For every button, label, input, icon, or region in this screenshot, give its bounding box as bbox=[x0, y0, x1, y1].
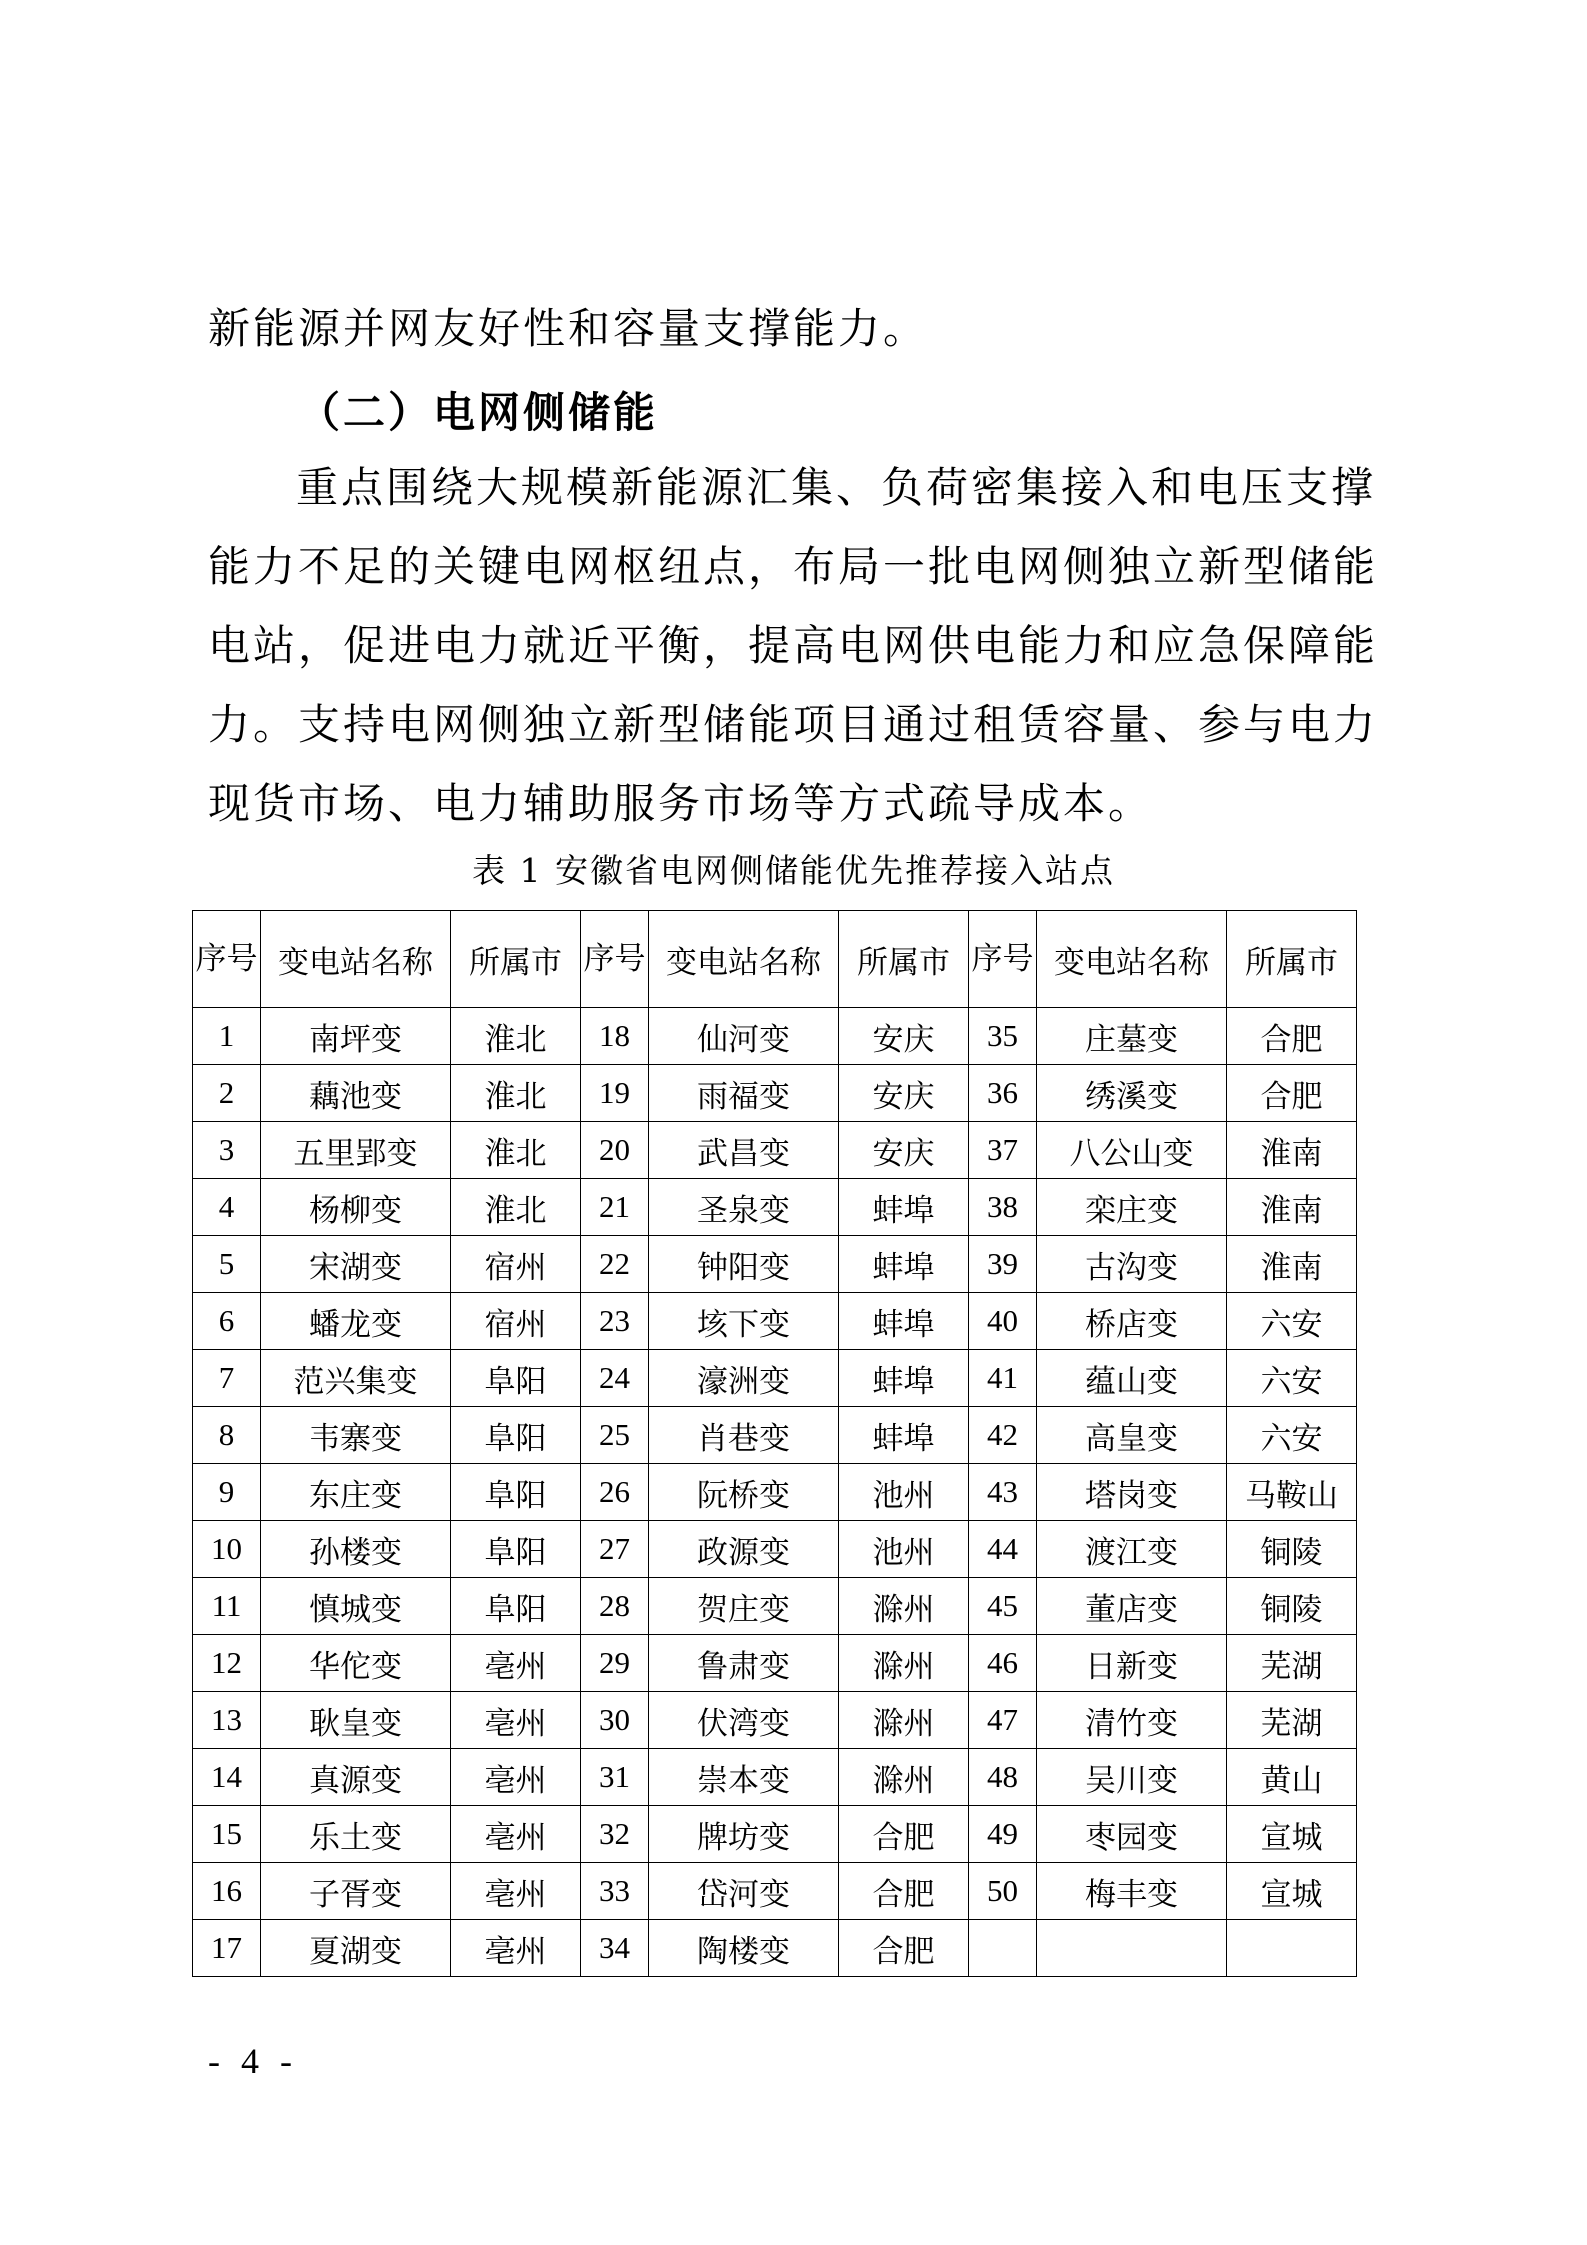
cell-station: 孙楼变 bbox=[261, 1521, 451, 1578]
header-seq-3: 序号 bbox=[969, 911, 1037, 1008]
cell-seq: 41 bbox=[969, 1350, 1037, 1407]
table-row bbox=[193, 1293, 1357, 1350]
cell-city: 滁州 bbox=[839, 1749, 969, 1806]
cell-seq: 25 bbox=[581, 1407, 649, 1464]
cell-seq: 10 bbox=[193, 1521, 261, 1578]
cell-seq: 2 bbox=[193, 1065, 261, 1122]
cell-seq: 44 bbox=[969, 1521, 1037, 1578]
cell-city: 安庆 bbox=[839, 1065, 969, 1122]
cell-city: 合肥 bbox=[1227, 1065, 1357, 1122]
cell-seq: 31 bbox=[581, 1749, 649, 1806]
cell-seq: 1 bbox=[193, 1008, 261, 1065]
cell-seq: 26 bbox=[581, 1464, 649, 1521]
cell-station: 塔岗变 bbox=[1037, 1464, 1227, 1521]
cell-station: 渡江变 bbox=[1037, 1521, 1227, 1578]
cell-city: 芜湖 bbox=[1227, 1692, 1357, 1749]
cell-seq: 42 bbox=[969, 1407, 1037, 1464]
cell-city: 安庆 bbox=[839, 1122, 969, 1179]
cell-seq: 30 bbox=[581, 1692, 649, 1749]
cell-station: 伏湾变 bbox=[649, 1692, 839, 1749]
cell-city: 阜阳 bbox=[451, 1350, 581, 1407]
cell-city: 蚌埠 bbox=[839, 1350, 969, 1407]
cell-station: 桥店变 bbox=[1037, 1293, 1227, 1350]
table-row bbox=[193, 1464, 1357, 1521]
table-caption: 表 1 安徽省电网侧储能优先推荐接入站点 bbox=[472, 851, 1115, 890]
cell-station: 耿皇变 bbox=[261, 1692, 451, 1749]
cell-seq: 39 bbox=[969, 1236, 1037, 1293]
cell-station: 岱河变 bbox=[649, 1863, 839, 1920]
header-station-3: 变电站名称 bbox=[1037, 911, 1227, 1008]
cell-city: 阜阳 bbox=[451, 1464, 581, 1521]
cell-station: 南坪变 bbox=[261, 1008, 451, 1065]
cell-city: 合肥 bbox=[839, 1920, 969, 1977]
cell-city: 宿州 bbox=[451, 1293, 581, 1350]
cell-city: 淮北 bbox=[451, 1179, 581, 1236]
cell-station bbox=[1037, 1920, 1227, 1977]
cell-city: 合肥 bbox=[839, 1806, 969, 1863]
page-number: - 4 - bbox=[208, 2041, 298, 2081]
cell-station: 董店变 bbox=[1037, 1578, 1227, 1635]
cell-seq: 9 bbox=[193, 1464, 261, 1521]
cell-city: 池州 bbox=[839, 1521, 969, 1578]
cell-seq: 11 bbox=[193, 1578, 261, 1635]
cell-station: 政源变 bbox=[649, 1521, 839, 1578]
cell-city: 滁州 bbox=[839, 1578, 969, 1635]
cell-station: 夏湖变 bbox=[261, 1920, 451, 1977]
header-station-2: 变电站名称 bbox=[649, 911, 839, 1008]
cell-station: 仙河变 bbox=[649, 1008, 839, 1065]
cell-seq: 17 bbox=[193, 1920, 261, 1977]
cell-station: 阮桥变 bbox=[649, 1464, 839, 1521]
cell-station: 濠洲变 bbox=[649, 1350, 839, 1407]
cell-seq: 27 bbox=[581, 1521, 649, 1578]
cell-station: 韦寨变 bbox=[261, 1407, 451, 1464]
cell-seq: 40 bbox=[969, 1293, 1037, 1350]
cell-seq: 47 bbox=[969, 1692, 1037, 1749]
cell-seq: 23 bbox=[581, 1293, 649, 1350]
cell-station: 东庄变 bbox=[261, 1464, 451, 1521]
header-seq-2: 序号 bbox=[581, 911, 649, 1008]
cell-city: 六安 bbox=[1227, 1407, 1357, 1464]
cell-city bbox=[1227, 1920, 1357, 1977]
table-row bbox=[193, 1122, 1357, 1179]
cell-station: 乐土变 bbox=[261, 1806, 451, 1863]
cell-station: 子胥变 bbox=[261, 1863, 451, 1920]
cell-city: 合肥 bbox=[1227, 1008, 1357, 1065]
cell-city: 合肥 bbox=[839, 1863, 969, 1920]
cell-station: 范兴集变 bbox=[261, 1350, 451, 1407]
cell-city: 马鞍山 bbox=[1227, 1464, 1357, 1521]
paragraph-body: 重点围绕大规模新能源汇集、负荷密集接入和电压支撑能力不足的关键电网枢纽点，布局一批电网侧独立新型储能电站，促进电力就近平衡，提高电网供电能力和应急保障能力。支持电网侧独立新型储能项目通过租赁容量、参与电力现货市场、电力辅助服务市场等方式疏导成本。 bbox=[208, 463, 1379, 828]
table-row bbox=[193, 1749, 1357, 1806]
cell-station: 贺庄变 bbox=[649, 1578, 839, 1635]
cell-seq: 28 bbox=[581, 1578, 649, 1635]
table-row bbox=[193, 1863, 1357, 1920]
header-city-1: 所属市 bbox=[451, 911, 581, 1008]
cell-city: 黄山 bbox=[1227, 1749, 1357, 1806]
cell-seq: 45 bbox=[969, 1578, 1037, 1635]
cell-station: 垓下变 bbox=[649, 1293, 839, 1350]
table-row bbox=[193, 1179, 1357, 1236]
cell-city: 亳州 bbox=[451, 1920, 581, 1977]
cell-station: 栾庄变 bbox=[1037, 1179, 1227, 1236]
cell-seq: 35 bbox=[969, 1008, 1037, 1065]
table-row bbox=[193, 1806, 1357, 1863]
cell-seq: 38 bbox=[969, 1179, 1037, 1236]
cell-seq: 43 bbox=[969, 1464, 1037, 1521]
cell-station: 雨福变 bbox=[649, 1065, 839, 1122]
cell-city: 淮南 bbox=[1227, 1179, 1357, 1236]
table-row bbox=[193, 1521, 1357, 1578]
cell-city: 铜陵 bbox=[1227, 1578, 1357, 1635]
cell-station: 绣溪变 bbox=[1037, 1065, 1227, 1122]
cell-seq: 33 bbox=[581, 1863, 649, 1920]
cell-station: 肖巷变 bbox=[649, 1407, 839, 1464]
cell-city: 亳州 bbox=[451, 1863, 581, 1920]
cell-station: 清竹变 bbox=[1037, 1692, 1227, 1749]
header-city-3: 所属市 bbox=[1227, 911, 1357, 1008]
cell-city: 滁州 bbox=[839, 1635, 969, 1692]
cell-station: 慎城变 bbox=[261, 1578, 451, 1635]
cell-city: 宣城 bbox=[1227, 1863, 1357, 1920]
cell-station: 古沟变 bbox=[1037, 1236, 1227, 1293]
cell-seq: 7 bbox=[193, 1350, 261, 1407]
table-row bbox=[193, 1692, 1357, 1749]
table-header-row bbox=[193, 911, 1357, 1008]
cell-station: 崇本变 bbox=[649, 1749, 839, 1806]
cell-seq: 34 bbox=[581, 1920, 649, 1977]
cell-station: 真源变 bbox=[261, 1749, 451, 1806]
cell-city: 阜阳 bbox=[451, 1521, 581, 1578]
header-city-2: 所属市 bbox=[839, 911, 969, 1008]
table-row bbox=[193, 1008, 1357, 1065]
table-row bbox=[193, 1065, 1357, 1122]
cell-station: 牌坊变 bbox=[649, 1806, 839, 1863]
cell-seq: 18 bbox=[581, 1008, 649, 1065]
cell-seq: 5 bbox=[193, 1236, 261, 1293]
header-station-1: 变电站名称 bbox=[261, 911, 451, 1008]
header-seq-1: 序号 bbox=[193, 911, 261, 1008]
cell-city: 滁州 bbox=[839, 1692, 969, 1749]
cell-city: 亳州 bbox=[451, 1692, 581, 1749]
cell-station: 庄墓变 bbox=[1037, 1008, 1227, 1065]
cell-city: 亳州 bbox=[451, 1635, 581, 1692]
cell-station: 蟠龙变 bbox=[261, 1293, 451, 1350]
table-row bbox=[193, 1578, 1357, 1635]
cell-seq: 32 bbox=[581, 1806, 649, 1863]
cell-seq: 12 bbox=[193, 1635, 261, 1692]
cell-station: 华佗变 bbox=[261, 1635, 451, 1692]
cell-seq: 6 bbox=[193, 1293, 261, 1350]
cell-city: 芜湖 bbox=[1227, 1635, 1357, 1692]
cell-seq: 8 bbox=[193, 1407, 261, 1464]
cell-city: 安庆 bbox=[839, 1008, 969, 1065]
cell-seq: 3 bbox=[193, 1122, 261, 1179]
cell-city: 蚌埠 bbox=[839, 1179, 969, 1236]
cell-seq: 50 bbox=[969, 1863, 1037, 1920]
cell-city: 淮北 bbox=[451, 1065, 581, 1122]
cell-city: 亳州 bbox=[451, 1806, 581, 1863]
cell-seq bbox=[969, 1920, 1037, 1977]
cell-city: 铜陵 bbox=[1227, 1521, 1357, 1578]
cell-seq: 48 bbox=[969, 1749, 1037, 1806]
cell-city: 蚌埠 bbox=[839, 1293, 969, 1350]
cell-station: 圣泉变 bbox=[649, 1179, 839, 1236]
section-heading: （二）电网侧储能 bbox=[298, 388, 659, 437]
cell-station: 高皇变 bbox=[1037, 1407, 1227, 1464]
table-row bbox=[193, 1407, 1357, 1464]
cell-city: 淮南 bbox=[1227, 1122, 1357, 1179]
cell-city: 淮北 bbox=[451, 1122, 581, 1179]
cell-station: 吴川变 bbox=[1037, 1749, 1227, 1806]
table-body bbox=[193, 1008, 1357, 1977]
cell-city: 淮北 bbox=[451, 1008, 581, 1065]
cell-city: 宿州 bbox=[451, 1236, 581, 1293]
cell-city: 蚌埠 bbox=[839, 1236, 969, 1293]
cell-city: 宣城 bbox=[1227, 1806, 1357, 1863]
substation-table bbox=[192, 910, 1357, 1977]
cell-city: 池州 bbox=[839, 1464, 969, 1521]
cell-seq: 24 bbox=[581, 1350, 649, 1407]
cell-station: 陶楼变 bbox=[649, 1920, 839, 1977]
cell-city: 阜阳 bbox=[451, 1578, 581, 1635]
cell-seq: 21 bbox=[581, 1179, 649, 1236]
cell-seq: 20 bbox=[581, 1122, 649, 1179]
cell-station: 蕴山变 bbox=[1037, 1350, 1227, 1407]
cell-city: 淮南 bbox=[1227, 1236, 1357, 1293]
cell-seq: 46 bbox=[969, 1635, 1037, 1692]
cell-city: 阜阳 bbox=[451, 1407, 581, 1464]
cell-station: 八公山变 bbox=[1037, 1122, 1227, 1179]
cell-seq: 4 bbox=[193, 1179, 261, 1236]
table-row bbox=[193, 1236, 1357, 1293]
cell-station: 钟阳变 bbox=[649, 1236, 839, 1293]
cell-station: 武昌变 bbox=[649, 1122, 839, 1179]
cell-seq: 13 bbox=[193, 1692, 261, 1749]
cell-station: 杨柳变 bbox=[261, 1179, 451, 1236]
cell-station: 五里郢变 bbox=[261, 1122, 451, 1179]
cell-station: 枣园变 bbox=[1037, 1806, 1227, 1863]
cell-seq: 14 bbox=[193, 1749, 261, 1806]
table-row bbox=[193, 1350, 1357, 1407]
cell-station: 日新变 bbox=[1037, 1635, 1227, 1692]
cell-seq: 22 bbox=[581, 1236, 649, 1293]
cell-station: 宋湖变 bbox=[261, 1236, 451, 1293]
cell-station: 藕池变 bbox=[261, 1065, 451, 1122]
cell-seq: 49 bbox=[969, 1806, 1037, 1863]
table-row bbox=[193, 1635, 1357, 1692]
cell-city: 六安 bbox=[1227, 1350, 1357, 1407]
paragraph-intro-tail: 新能源并网友好性和容量支撑能力。 bbox=[208, 304, 929, 353]
cell-seq: 15 bbox=[193, 1806, 261, 1863]
cell-seq: 37 bbox=[969, 1122, 1037, 1179]
cell-seq: 19 bbox=[581, 1065, 649, 1122]
cell-station: 梅丰变 bbox=[1037, 1863, 1227, 1920]
cell-city: 六安 bbox=[1227, 1293, 1357, 1350]
table-row bbox=[193, 1920, 1357, 1977]
cell-city: 蚌埠 bbox=[839, 1407, 969, 1464]
cell-city: 亳州 bbox=[451, 1749, 581, 1806]
cell-seq: 29 bbox=[581, 1635, 649, 1692]
cell-station: 鲁肃变 bbox=[649, 1635, 839, 1692]
cell-seq: 16 bbox=[193, 1863, 261, 1920]
cell-seq: 36 bbox=[969, 1065, 1037, 1122]
